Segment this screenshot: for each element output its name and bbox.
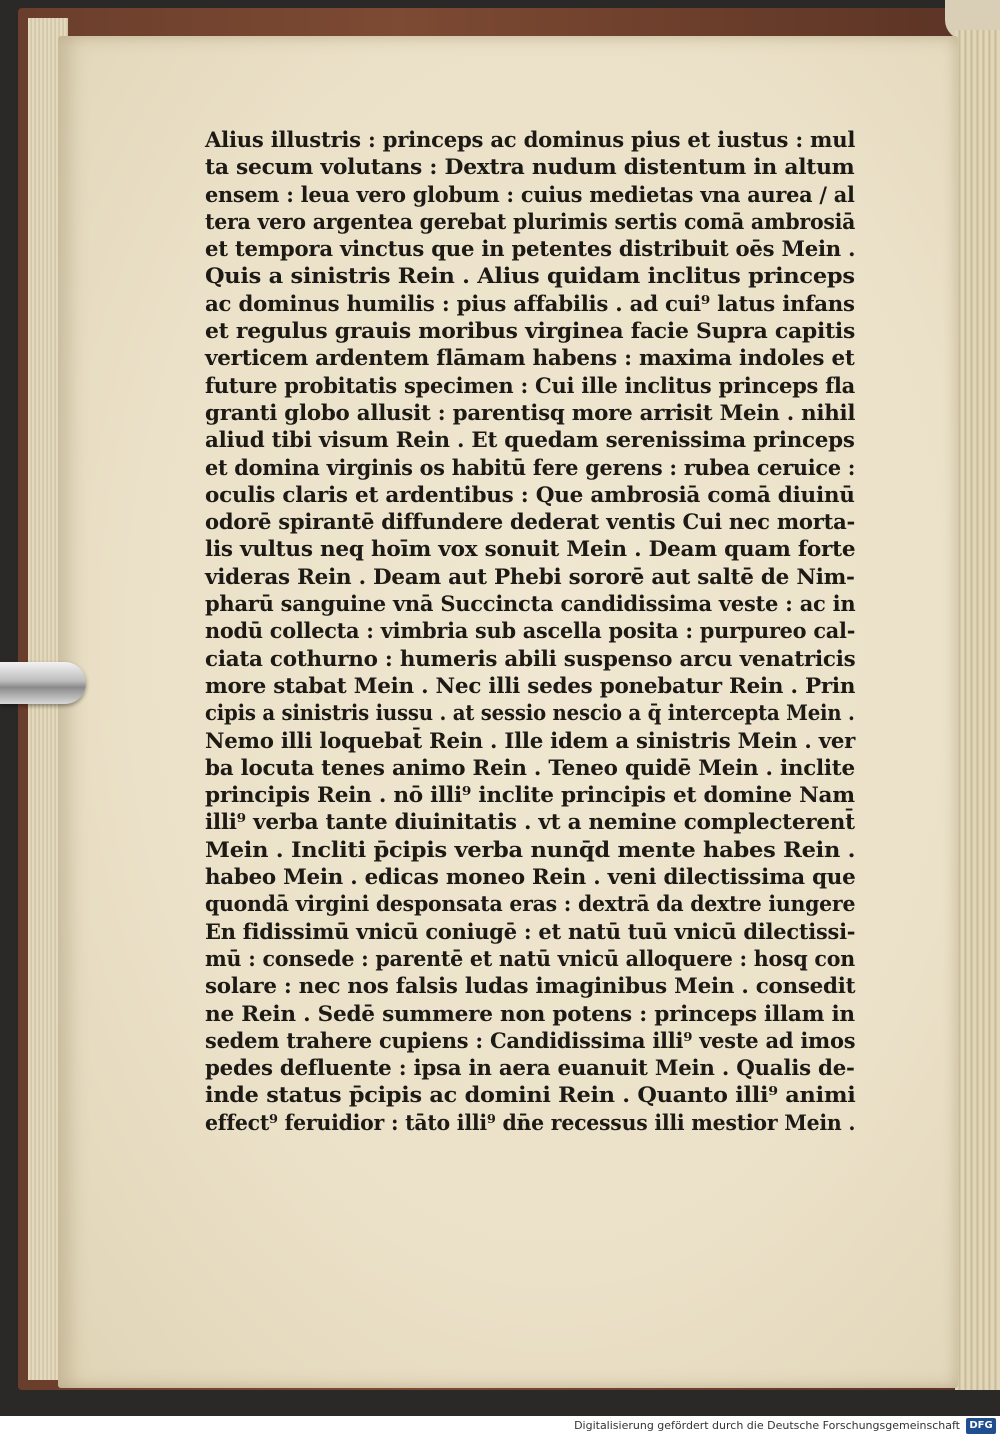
footer-bar	[0, 1416, 1000, 1438]
text-line: habeo Mein . edicas moneo Rein . veni dilectissima que	[205, 865, 856, 891]
text-line: ciata cothurno : humeris abili suspenso arcu venatricis	[205, 646, 856, 672]
text-line: cipis a sinistris iussu . at sessio nescio a q̄ intercepta Mein .	[205, 701, 855, 727]
text-line: ta secum volutans : Dextra nudum distentum in altum	[205, 155, 855, 181]
text-line: granti globo allusit : parentisq̧ more arrisit Mein . nihil	[205, 400, 856, 426]
text-line: effect⁹ feruidior : tāto illi⁹ dn̄e recessus illi mestior Mein .	[205, 1110, 856, 1136]
text-line: et tempora vinctus que in petentes distribuit oēs Mein .	[205, 237, 856, 263]
text-line: nodū collecta : vimbria sub ascella posita : purpureo cal-	[205, 619, 856, 645]
funding-credit[interactable]: Digitalisierung gefördert durch die Deutsche Forschungsgemeinschaft	[574, 1419, 960, 1432]
text-line: Mein . Incliti p̄cipis verba nunq̄d mente habes Rein .	[205, 837, 856, 863]
text-line: pedes defluente : ipsa in aera euanuit Mein . Qualis de-	[205, 1056, 855, 1082]
text-line: Alius illustris : princeps ac dominus pius et iustus : mul	[205, 128, 856, 153]
text-line: lis vultus neq̧ hoīm vox sonuit Mein . Deam quam forte	[205, 537, 856, 563]
text-line: Nemo illi loquebat̄ Rein . Ille idem a sinistris Mein . ver	[205, 728, 856, 754]
text-line: En fidissimū vnicū coniugē : et natū tuū vnicū dilectissi-	[205, 919, 856, 945]
page-clip	[0, 662, 86, 704]
page-text-block	[205, 127, 855, 1137]
text-line: pharū sanguine vnā Succincta candidissima veste : ac in	[205, 592, 856, 618]
text-line: quondā virgini desponsata eras : dextrā da dextre iungere	[205, 892, 856, 918]
text-line: mū : consede : parentē et natū vnicū alloquere : hosq̧ con	[205, 946, 855, 972]
text-line: inde status p̄cipis ac domini Rein . Quanto illi⁹ animi	[205, 1083, 856, 1109]
text-line: principis Rein . nō illi⁹ inclite principis et domine Nam	[205, 783, 855, 809]
text-line: verticem ardentem flāmam habens : maxima indoles et	[205, 346, 855, 372]
text-line: Quis a sinistris Rein . Alius quidam inclitus princeps	[205, 264, 855, 290]
text-line: et domina virginis os habitū fere gerens : rubea ceruice :	[205, 455, 856, 481]
text-line: videras Rein . Deam aut Phebi sororē aut saltē de Nim-	[205, 564, 855, 590]
text-line: future probitatis specimen : Cui ille inclitus princeps fla	[205, 373, 856, 399]
text-line: ba locuta tenes animo Rein . Teneo quidē Mein . inclite	[205, 755, 855, 781]
text-line: ensem : leua vero globum : cuius medietas vna aurea / al	[205, 182, 855, 208]
page-edges-right	[955, 30, 1000, 1390]
text-line: et regulus grauis moribus virginea facie Supra capitis	[205, 319, 856, 345]
text-line: oculis claris et ardentibus : Que ambrosiā comā diuinū	[205, 482, 855, 508]
text-line: sedem trahere cupiens : Candidissima illi⁹ veste ad imos	[205, 1028, 856, 1054]
text-line: tera vero argentea gerebat plurimis sertis comā ambrosiā	[205, 209, 856, 235]
text-line: illi⁹ verba tante diuinitatis . vt a nemine complecterent̄	[205, 810, 855, 836]
text-line: more stabat Mein . Nec illi sedes ponebatur Rein . Prin	[205, 673, 856, 699]
dfg-logo[interactable]: DFG	[966, 1418, 996, 1434]
text-line: ne Rein . Sedē summere non potens : princeps illam in	[205, 1001, 855, 1027]
text-line: ac dominus humilis : pius affabilis . ad cui⁹ latus infans	[205, 291, 855, 317]
text-line: odorē spirantē diffundere dederat ventis Cui nec morta-	[205, 510, 855, 536]
text-line: solare : nec nos falsis ludas imaginibus Mein . consedit	[205, 974, 856, 1000]
text-line: aliud tibi visum Rein . Et quedam serenissima princeps	[205, 428, 855, 454]
